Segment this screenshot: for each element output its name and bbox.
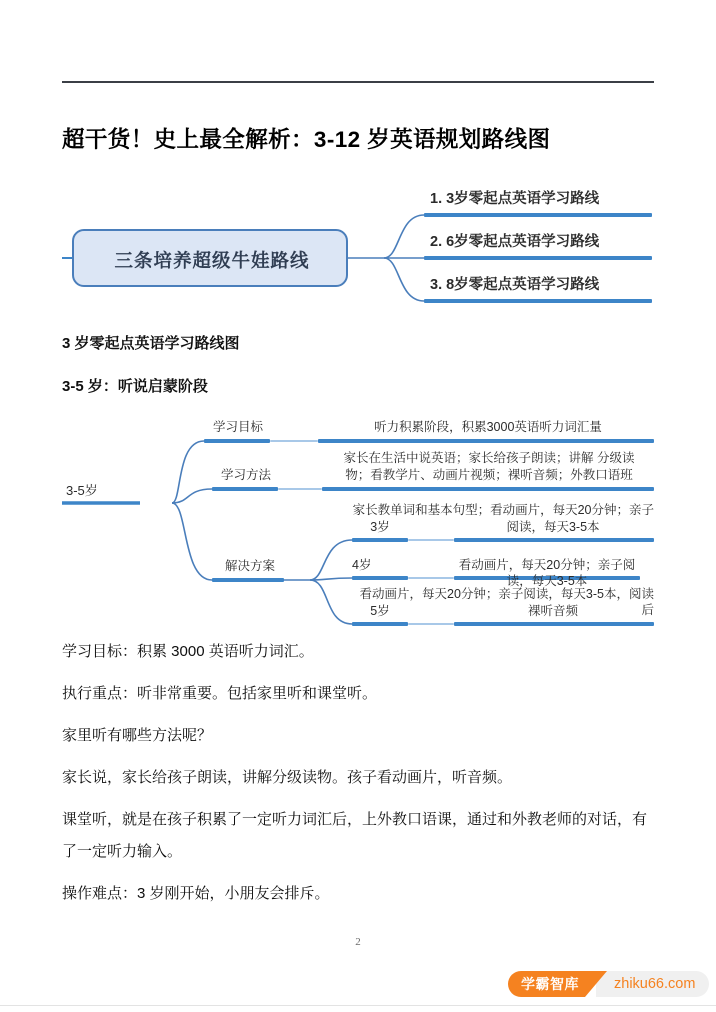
mindmap2-goal-text-bar — [318, 439, 654, 443]
mindmap2-age4-bar — [352, 576, 408, 580]
mindmap2-age4-text: 看动画片，每天20分钟；亲子阅读，每天3-5本 — [458, 558, 636, 588]
mindmap2-age5-text-bar — [454, 622, 654, 626]
paragraph-parent-methods: 家长说，家长给孩子朗读，讲解分级读物。孩子看动画片，听音频。 — [62, 769, 513, 786]
mindmap2-age4-connector-bar — [408, 577, 454, 579]
mindmap2-method-label: 学习方法 — [220, 468, 271, 482]
paragraph-execution-focus: 执行重点：听非常重要。包括家里听和课堂听。 — [62, 685, 378, 702]
paragraph-difficulty: 操作难点：3 岁刚开始，小朋友会排斥。 — [62, 885, 330, 902]
mindmap2-age5-bar — [352, 622, 408, 626]
page-number: 2 — [355, 936, 361, 948]
mindmap2-goal-connector-bar — [270, 440, 318, 442]
mindmap1-branch-1-label: 1. 3岁零起点英语学习路线 — [430, 191, 600, 207]
mindmap2-goal-text: 听力积累阶段，积累3000英语听力词汇量 — [374, 420, 602, 434]
subheading-route-map: 3 岁零起点英语学习路线图 — [62, 335, 240, 352]
paragraph-question: 家里听有哪些方法呢？ — [62, 727, 213, 744]
mindmap2-age4-label: 4岁 — [352, 558, 372, 572]
watermark-brand: 学霸智库 — [508, 971, 585, 997]
mindmap2-age5-label: 5岁 — [370, 604, 390, 618]
page-title: 超干货！史上最全解析：3-12 岁英语规划路线图 — [62, 127, 551, 152]
mindmap2-goal-label: 学习目标 — [212, 420, 263, 434]
mindmap2-solution-label: 解决方案 — [224, 559, 275, 573]
mindmap2-age3-connector-bar — [408, 539, 454, 541]
mindmap2-method-bar — [212, 487, 278, 491]
mindmap2-method-text-bar — [322, 487, 654, 491]
mindmap2-root-label: 3-5岁 — [66, 483, 98, 498]
mindmap2-age3-label: 3岁 — [370, 520, 390, 534]
subheading-stage: 3-5 岁：听说启蒙阶段 — [62, 378, 208, 395]
mindmap2-age5-text-line2: 裸听音频 — [527, 604, 578, 618]
mindmap2-age5-connector-bar — [408, 623, 454, 625]
mindmap2-solution-bar — [212, 578, 284, 582]
mindmap1-branch-3-label: 3. 8岁零起点英语学习路线 — [430, 277, 600, 293]
paragraph-classroom-listening: 课堂听，就是在孩子积累了一定听力词汇后，上外教口语课，通过和外教老师的对话，有了一定听力输入。 — [62, 811, 648, 860]
mindmap2-goal-bar — [204, 439, 270, 443]
mindmap2-method-text-line1: 家长在生活中说英语；家长给孩子朗读；讲解 分级读 — [343, 451, 635, 465]
watermark-site: zhiku66.com — [596, 971, 709, 997]
mindmap2-age3-text-bar — [454, 538, 654, 542]
mindmap2-age3-text-line2: 阅读，每天3-5本 — [506, 520, 600, 534]
mindmap2-age5-text-line1: 看动画片，每天20分钟；亲子阅读，每天3-5本，阅读后 — [359, 587, 654, 617]
mindmap1-root-label: 三条培养超级牛娃路线 — [114, 250, 310, 271]
mindmap2-method-text-line2: 物；看教学片、动画片视频；裸听音频；外教口语班 — [345, 468, 633, 482]
footer-divider — [0, 1005, 716, 1006]
mindmap2-age3-text-line1: 家长教单词和基本句型；看动画片，每天20分钟；亲子 — [352, 503, 654, 517]
mindmap2-method-connector-bar — [278, 488, 322, 490]
mindmap1-branch-2-label: 2. 6岁零起点英语学习路线 — [430, 234, 600, 250]
watermark-badge[interactable] — [508, 971, 709, 997]
paragraph-learning-goal: 学习目标：积累 3000 英语听力词汇。 — [62, 643, 314, 660]
mindmap2-age3-bar — [352, 538, 408, 542]
